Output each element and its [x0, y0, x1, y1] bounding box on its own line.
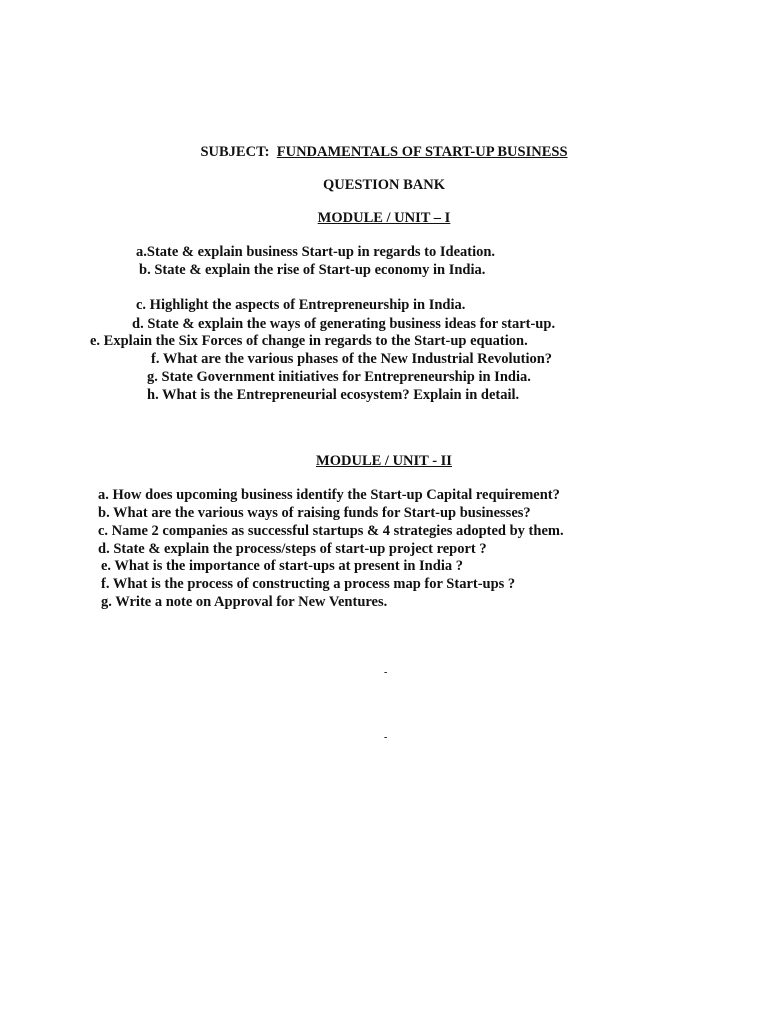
module-2-question-e: e. What is the importance of start-ups at present in India ? — [101, 558, 463, 574]
module-1-question-e: e. Explain the Six Forces of change in regards to the Start-up equation. — [90, 333, 528, 349]
module-1-question-c: c. Highlight the aspects of Entrepreneurship in India. — [136, 297, 466, 313]
stray-mark: - — [384, 732, 388, 743]
subject-label: SUBJECT: — [200, 144, 270, 160]
module-1-question-g: g. State Government initiatives for Entrepreneurship in India. — [147, 369, 531, 385]
module-1-question-d: d. State & explain the ways of generating business ideas for start-up. — [132, 316, 556, 332]
module-2-question-c: c. Name 2 companies as successful startups & 4 strategies adopted by them. — [98, 523, 564, 539]
module-2-question-f: f. What is the process of constructing a process map for Start-ups ? — [101, 576, 516, 592]
module-1-question-a: a.State & explain business Start-up in regards to Ideation. — [136, 244, 496, 260]
subject-line — [0, 143, 768, 161]
module-1-question-f: f. What are the various phases of the New Industrial Revolution? — [151, 351, 553, 367]
stray-mark: - — [384, 667, 388, 678]
module-1-question-b: b. State & explain the rise of Start-up economy in India. — [139, 262, 486, 278]
subject-title: FUNDAMENTALS OF START-UP BUSINESS — [276, 144, 568, 160]
module-1-question-h: h. What is the Entrepreneurial ecosystem? Explain in detail. — [147, 387, 520, 403]
module-2-question-a: a. How does upcoming business identify the Start-up Capital requirement? — [98, 487, 560, 503]
module-2-question-b: b. What are the various ways of raising funds for Start-up businesses? — [98, 505, 531, 521]
module-2-question-g: g. Write a note on Approval for New Ventures. — [101, 594, 388, 610]
module-2-question-d: d. State & explain the process/steps of start-up project report ? — [98, 541, 487, 557]
module-1-heading: MODULE / UNIT – I — [317, 210, 451, 226]
module-2-heading: MODULE / UNIT - II — [316, 453, 452, 469]
question-bank-heading: QUESTION BANK — [322, 177, 446, 193]
